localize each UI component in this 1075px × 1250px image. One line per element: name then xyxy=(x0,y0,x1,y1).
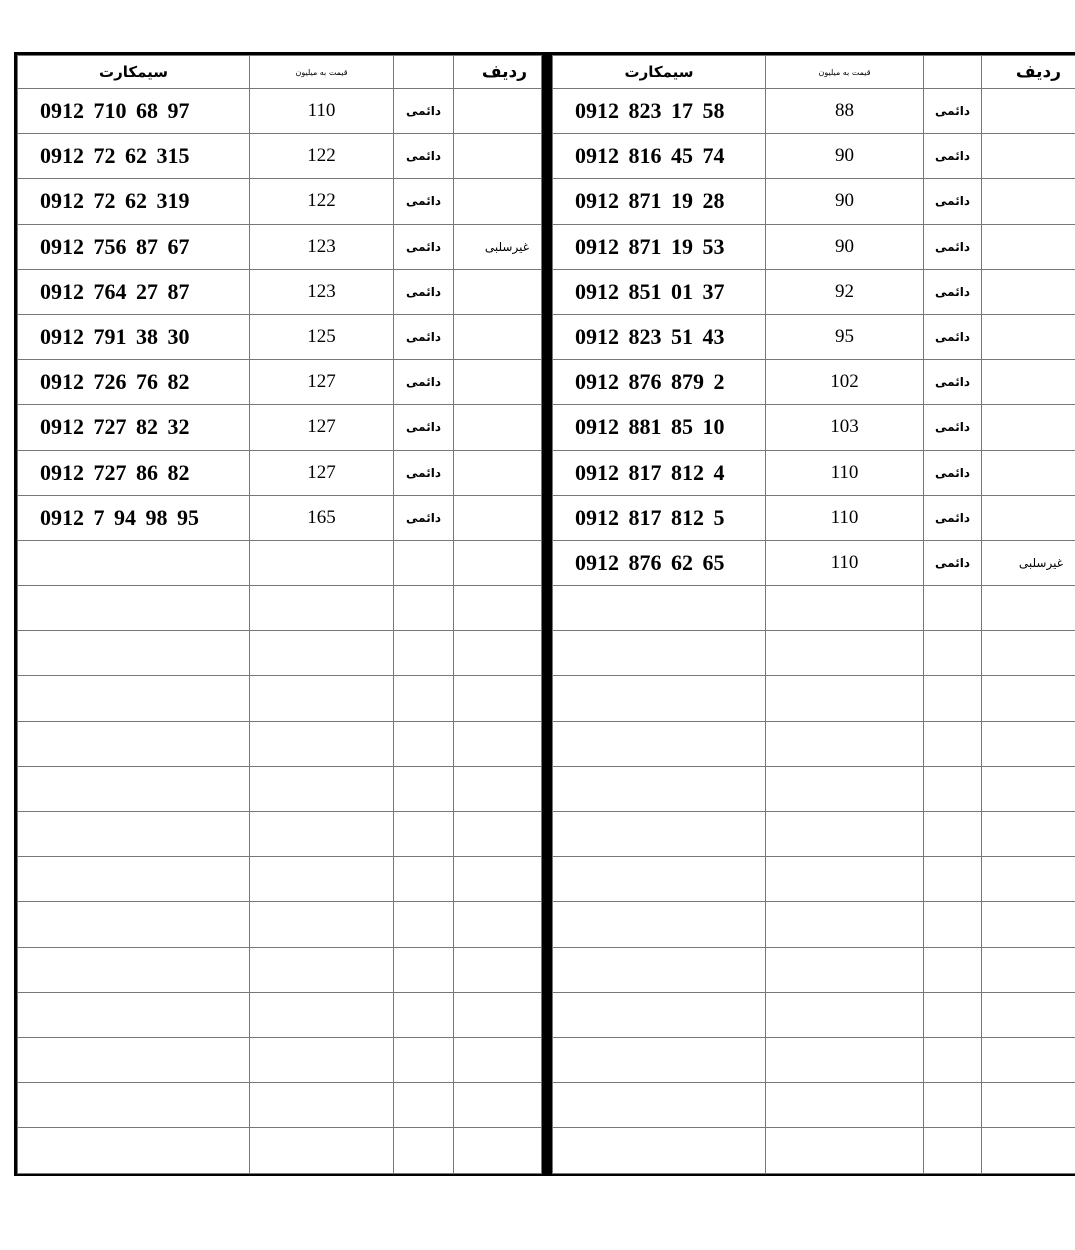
price-cell xyxy=(250,902,394,947)
note-cell xyxy=(982,1037,1075,1082)
sim-number xyxy=(553,631,766,676)
type-cell: دائمی xyxy=(394,450,454,495)
price-cell: 90 xyxy=(766,179,924,224)
price-cell: 127 xyxy=(250,360,394,405)
type-cell xyxy=(924,857,982,902)
note-cell: غیرسلبی xyxy=(982,540,1075,585)
table-row xyxy=(18,676,542,721)
sim-number xyxy=(553,766,766,811)
sim-number: 0912 851 01 37 xyxy=(553,269,766,314)
sim-number xyxy=(18,992,250,1037)
table-row xyxy=(553,1037,1075,1082)
note-cell xyxy=(982,812,1075,857)
table-row xyxy=(18,540,542,585)
type-cell xyxy=(394,902,454,947)
type-cell: دائمی xyxy=(924,224,982,269)
note-cell xyxy=(982,134,1075,179)
note-cell xyxy=(454,540,542,585)
header-row xyxy=(553,56,1075,89)
header-radif: ردیف xyxy=(982,56,1075,89)
price-cell xyxy=(250,1083,394,1128)
type-cell: دائمی xyxy=(394,134,454,179)
note-cell xyxy=(982,450,1075,495)
sim-number xyxy=(18,1128,250,1173)
type-cell: دائمی xyxy=(394,495,454,540)
price-cell: 103 xyxy=(766,405,924,450)
table-row xyxy=(553,1083,1075,1128)
sim-number: 0912 72 62 315 xyxy=(18,134,250,179)
price-cell: 110 xyxy=(766,450,924,495)
table-row xyxy=(18,721,542,766)
sim-number xyxy=(553,947,766,992)
type-cell xyxy=(394,676,454,721)
price-cell xyxy=(250,631,394,676)
price-cell xyxy=(250,1128,394,1173)
header-type xyxy=(394,56,454,89)
table-row xyxy=(553,586,1075,631)
type-cell: دائمی xyxy=(924,314,982,359)
price-cell xyxy=(250,992,394,1037)
price-cell: 110 xyxy=(766,495,924,540)
price-cell: 123 xyxy=(250,224,394,269)
price-cell xyxy=(766,812,924,857)
table-row xyxy=(553,224,1075,269)
table-row xyxy=(18,269,542,314)
price-cell: 110 xyxy=(250,89,394,134)
type-cell xyxy=(924,766,982,811)
table-row xyxy=(18,89,542,134)
type-cell: دائمی xyxy=(924,495,982,540)
note-cell xyxy=(982,269,1075,314)
price-cell xyxy=(766,766,924,811)
table-row xyxy=(18,405,542,450)
price-cell xyxy=(250,1037,394,1082)
sim-number: 0912 72 62 319 xyxy=(18,179,250,224)
table-row xyxy=(18,992,542,1037)
sim-number: 0912 876 62 65 xyxy=(553,540,766,585)
table-row xyxy=(18,812,542,857)
type-cell xyxy=(924,721,982,766)
type-cell xyxy=(394,540,454,585)
table-row xyxy=(553,721,1075,766)
note-cell xyxy=(454,450,542,495)
note-cell xyxy=(454,721,542,766)
sim-number xyxy=(18,1083,250,1128)
type-cell xyxy=(394,631,454,676)
header-type xyxy=(924,56,982,89)
note-cell xyxy=(454,405,542,450)
price-cell: 165 xyxy=(250,495,394,540)
table-row xyxy=(553,314,1075,359)
price-cell xyxy=(250,947,394,992)
note-cell xyxy=(982,89,1075,134)
note-cell xyxy=(454,1083,542,1128)
price-cell xyxy=(250,586,394,631)
table-row xyxy=(553,540,1075,585)
note-cell xyxy=(982,902,1075,947)
sim-number: 0912 756 87 67 xyxy=(18,224,250,269)
table-row xyxy=(18,902,542,947)
sim-number xyxy=(18,857,250,902)
sim-number: 0912 823 17 58 xyxy=(553,89,766,134)
sim-number xyxy=(18,947,250,992)
header-row xyxy=(18,56,542,89)
table-row xyxy=(18,179,542,224)
table-row xyxy=(18,1128,542,1173)
price-cell: 102 xyxy=(766,360,924,405)
note-cell xyxy=(982,224,1075,269)
sim-number xyxy=(553,857,766,902)
table-row xyxy=(18,495,542,540)
header-sim: سیمکارت xyxy=(18,56,250,89)
table-row xyxy=(18,1083,542,1128)
sim-number xyxy=(18,721,250,766)
sim-number xyxy=(553,1037,766,1082)
table-row xyxy=(553,1128,1075,1173)
header-radif: ردیف xyxy=(454,56,542,89)
note-cell xyxy=(454,1128,542,1173)
note-cell xyxy=(454,1037,542,1082)
type-cell xyxy=(394,992,454,1037)
note-cell xyxy=(454,314,542,359)
sim-number: 0912 764 27 87 xyxy=(18,269,250,314)
sim-number: 0912 710 68 97 xyxy=(18,89,250,134)
table-row xyxy=(18,360,542,405)
sim-number xyxy=(553,992,766,1037)
note-cell xyxy=(982,992,1075,1037)
table-row xyxy=(553,812,1075,857)
note-cell xyxy=(982,766,1075,811)
price-cell xyxy=(250,812,394,857)
sim-number: 0912 817 812 4 xyxy=(553,450,766,495)
table-row xyxy=(18,857,542,902)
note-cell xyxy=(454,586,542,631)
type-cell xyxy=(924,1083,982,1128)
price-cell xyxy=(250,766,394,811)
price-cell: 90 xyxy=(766,134,924,179)
note-cell xyxy=(982,586,1075,631)
sim-number xyxy=(18,902,250,947)
price-cell xyxy=(766,676,924,721)
type-cell: دائمی xyxy=(924,405,982,450)
table-row xyxy=(553,902,1075,947)
type-cell xyxy=(924,1037,982,1082)
note-cell xyxy=(454,992,542,1037)
type-cell: دائمی xyxy=(394,89,454,134)
sim-number: 0912 881 85 10 xyxy=(553,405,766,450)
center-divider xyxy=(541,52,552,1176)
type-cell: دائمی xyxy=(924,179,982,224)
note-cell xyxy=(982,676,1075,721)
note-cell xyxy=(982,631,1075,676)
type-cell xyxy=(394,812,454,857)
type-cell xyxy=(924,902,982,947)
sim-number xyxy=(553,1083,766,1128)
note-cell xyxy=(982,721,1075,766)
type-cell: دائمی xyxy=(924,134,982,179)
price-cell xyxy=(766,947,924,992)
table-row xyxy=(553,134,1075,179)
sim-number: 0912 817 812 5 xyxy=(553,495,766,540)
price-cell: 123 xyxy=(250,269,394,314)
price-cell: 92 xyxy=(766,269,924,314)
sim-number: 0912 823 51 43 xyxy=(553,314,766,359)
price-cell xyxy=(766,902,924,947)
sim-number xyxy=(18,631,250,676)
type-cell xyxy=(394,1083,454,1128)
type-cell xyxy=(394,586,454,631)
price-cell: 127 xyxy=(250,405,394,450)
price-cell: 125 xyxy=(250,314,394,359)
header-price: قیمت به میلیون xyxy=(250,56,394,89)
note-cell xyxy=(454,631,542,676)
note-cell xyxy=(454,902,542,947)
type-cell xyxy=(924,1128,982,1173)
type-cell: دائمی xyxy=(924,360,982,405)
right-price-table xyxy=(552,55,1075,1174)
type-cell: دائمی xyxy=(394,269,454,314)
price-cell: 95 xyxy=(766,314,924,359)
table-row xyxy=(553,631,1075,676)
price-cell: 88 xyxy=(766,89,924,134)
note-cell xyxy=(454,766,542,811)
table-row xyxy=(18,224,542,269)
type-cell: دائمی xyxy=(924,540,982,585)
sim-number xyxy=(18,676,250,721)
sim-number: 0912 726 76 82 xyxy=(18,360,250,405)
note-cell xyxy=(982,495,1075,540)
type-cell xyxy=(394,721,454,766)
price-cell xyxy=(766,1037,924,1082)
note-cell xyxy=(454,857,542,902)
header-price: قیمت به میلیون xyxy=(766,56,924,89)
note-cell xyxy=(982,1128,1075,1173)
header-sim: سیمکارت xyxy=(553,56,766,89)
sim-number xyxy=(553,586,766,631)
table-row xyxy=(18,134,542,179)
sim-number xyxy=(553,676,766,721)
sim-number xyxy=(18,540,250,585)
price-cell xyxy=(250,857,394,902)
note-cell: غیرسلبی xyxy=(454,224,542,269)
sim-number xyxy=(18,812,250,857)
table-row xyxy=(18,314,542,359)
type-cell xyxy=(924,631,982,676)
price-cell: 90 xyxy=(766,224,924,269)
price-cell xyxy=(250,676,394,721)
sim-number xyxy=(553,1128,766,1173)
note-cell xyxy=(982,405,1075,450)
type-cell: دائمی xyxy=(924,450,982,495)
sim-number: 0912 871 19 53 xyxy=(553,224,766,269)
left-price-table xyxy=(17,55,542,1174)
table-row xyxy=(553,766,1075,811)
type-cell xyxy=(924,586,982,631)
table-row xyxy=(18,586,542,631)
price-cell: 122 xyxy=(250,179,394,224)
price-cell xyxy=(250,540,394,585)
type-cell xyxy=(394,1128,454,1173)
table-row xyxy=(18,766,542,811)
sim-number: 0912 876 879 2 xyxy=(553,360,766,405)
note-cell xyxy=(982,857,1075,902)
type-cell: دائمی xyxy=(394,405,454,450)
table-row xyxy=(553,676,1075,721)
table-row xyxy=(553,450,1075,495)
price-cell: 110 xyxy=(766,540,924,585)
sim-number xyxy=(18,1037,250,1082)
table-row xyxy=(18,631,542,676)
sim-number xyxy=(553,902,766,947)
type-cell xyxy=(924,947,982,992)
price-cell xyxy=(766,1083,924,1128)
table-row xyxy=(553,992,1075,1037)
price-cell: 127 xyxy=(250,450,394,495)
price-cell xyxy=(766,992,924,1037)
table-row xyxy=(553,857,1075,902)
table-row xyxy=(553,269,1075,314)
price-cell xyxy=(766,586,924,631)
note-cell xyxy=(982,179,1075,224)
sim-number xyxy=(553,812,766,857)
type-cell: دائمی xyxy=(394,314,454,359)
sim-number xyxy=(18,586,250,631)
type-cell: دائمی xyxy=(394,179,454,224)
note-cell xyxy=(982,1083,1075,1128)
price-cell xyxy=(766,1128,924,1173)
table-row xyxy=(553,405,1075,450)
type-cell: دائمی xyxy=(924,269,982,314)
type-cell xyxy=(924,992,982,1037)
table-row xyxy=(18,947,542,992)
note-cell xyxy=(454,360,542,405)
sim-number: 0912 727 86 82 xyxy=(18,450,250,495)
note-cell xyxy=(454,179,542,224)
type-cell xyxy=(394,1037,454,1082)
type-cell: دائمی xyxy=(394,360,454,405)
table-row xyxy=(553,179,1075,224)
sim-number xyxy=(553,721,766,766)
note-cell xyxy=(982,360,1075,405)
note-cell xyxy=(454,269,542,314)
table-row xyxy=(553,360,1075,405)
type-cell: دائمی xyxy=(394,224,454,269)
type-cell xyxy=(394,766,454,811)
table-row xyxy=(553,89,1075,134)
type-cell: دائمی xyxy=(924,89,982,134)
sim-number: 0912 727 82 32 xyxy=(18,405,250,450)
note-cell xyxy=(454,812,542,857)
note-cell xyxy=(454,947,542,992)
price-cell xyxy=(250,721,394,766)
table-row xyxy=(553,495,1075,540)
type-cell xyxy=(394,857,454,902)
sim-number: 0912 816 45 74 xyxy=(553,134,766,179)
price-cell xyxy=(766,631,924,676)
table-row xyxy=(18,450,542,495)
table-row xyxy=(553,947,1075,992)
note-cell xyxy=(454,676,542,721)
note-cell xyxy=(454,134,542,179)
sim-number: 0912 7 94 98 95 xyxy=(18,495,250,540)
type-cell xyxy=(924,812,982,857)
note-cell xyxy=(982,314,1075,359)
price-cell xyxy=(766,857,924,902)
table-row xyxy=(18,1037,542,1082)
sim-number xyxy=(18,766,250,811)
price-cell: 122 xyxy=(250,134,394,179)
note-cell xyxy=(982,947,1075,992)
type-cell xyxy=(924,676,982,721)
sim-number: 0912 871 19 28 xyxy=(553,179,766,224)
price-cell xyxy=(766,721,924,766)
type-cell xyxy=(394,947,454,992)
note-cell xyxy=(454,495,542,540)
sim-number: 0912 791 38 30 xyxy=(18,314,250,359)
note-cell xyxy=(454,89,542,134)
